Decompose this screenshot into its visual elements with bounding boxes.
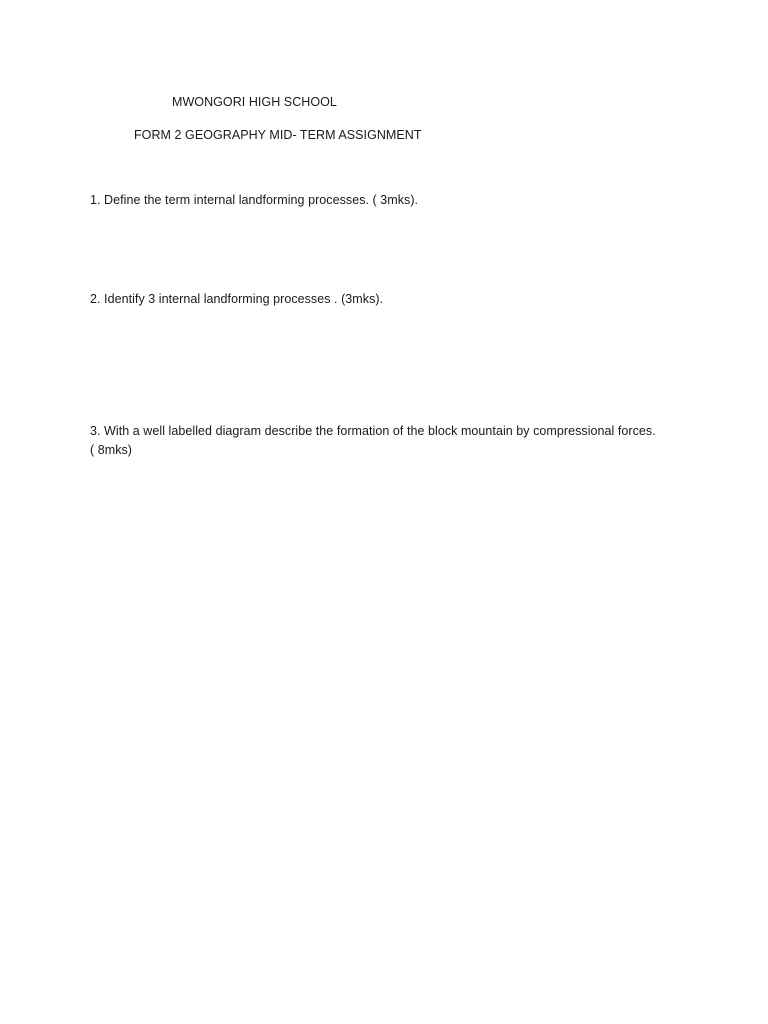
question-3-marks: ( 8mks) — [90, 443, 133, 457]
question-2: 2. Identify 3 internal landforming processes . (3mks). — [90, 292, 384, 306]
assignment-title: FORM 2 GEOGRAPHY MID- TERM ASSIGNMENT — [134, 128, 422, 142]
question-1: 1. Define the term internal landforming processes. ( 3mks). — [90, 193, 419, 207]
question-3: 3. With a well labelled diagram describe the formation of the block mountain by compressional forces. — [90, 424, 656, 438]
school-name: MWONGORI HIGH SCHOOL — [172, 95, 337, 109]
